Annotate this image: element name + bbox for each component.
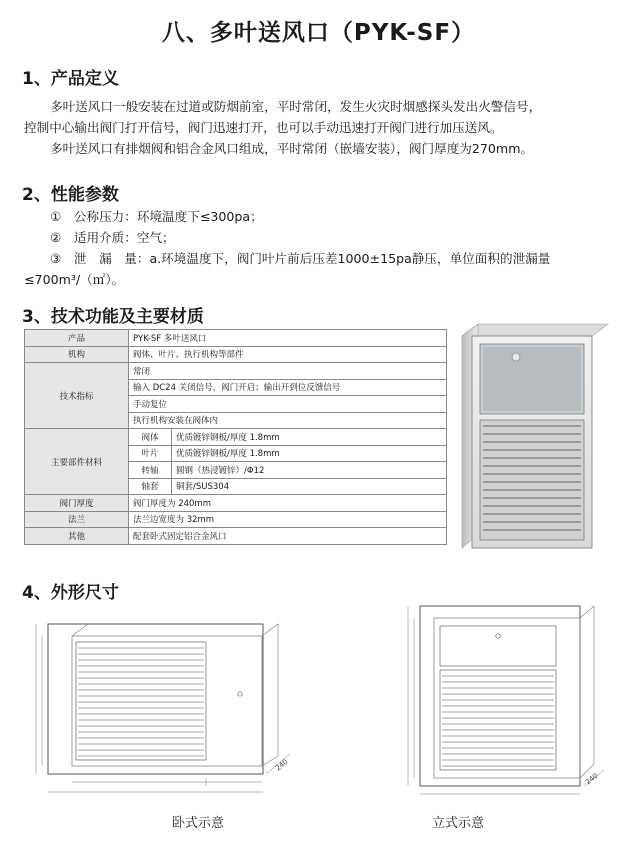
param-leakage-line-2: ≤700m³/（㎡）。 (24, 272, 125, 287)
table-subkey: 转轴 (129, 462, 172, 479)
product-photo (456, 322, 616, 557)
table-value: 配套卧式固定铝合金风口 (129, 528, 447, 545)
table-subkey: 阀体 (129, 429, 172, 446)
table-row (25, 528, 447, 545)
left-depth-dimension: 240 (274, 757, 290, 773)
table-value: 优质镀锌钢板/厚度 1.8mm (172, 445, 447, 462)
table-value: 优质镀锌钢板/厚度 1.8mm (172, 429, 447, 446)
table-key: 法兰 (25, 511, 129, 528)
table-key: 技术指标 (25, 363, 129, 429)
horizontal-type-caption: 卧式示意 (172, 816, 225, 831)
table-key: 主要部件材料 (25, 429, 129, 495)
right-depth-dimension: 240 (584, 771, 600, 787)
table-subkey: 轴套 (129, 478, 172, 495)
section-1-heading: 1、产品定义 (22, 69, 119, 89)
table-value: 铜套/SUS304 (172, 478, 447, 495)
table-row (25, 429, 447, 446)
table-value: PYK-SF 多叶送风口 (129, 330, 447, 347)
definition-line-1: 多叶送风口一般安装在过道或防烟前室，平时常闭，发生火灾时烟感探头发出火警信号， (50, 99, 542, 114)
table-row (25, 346, 447, 363)
table-row (25, 330, 447, 347)
table-subkey: 叶片 (129, 445, 172, 462)
section-1-body (24, 96, 624, 159)
definition-line-2: 控制中心输出阀门打开信号，阀门迅速打开，也可以手动迅速打开阀门进行加压送风。 (24, 120, 503, 135)
param-leakage-line-1: ③ 泄 漏 量：a.环境温度下，阀门叶片前后压差1000±15pa静压，单位面积的泄漏量 (50, 251, 551, 266)
table-value: 执行机构安装在阀体内 (129, 412, 447, 429)
section-3-heading: 3、技术功能及主要材质 (22, 307, 204, 327)
table-value: 手动复位 (129, 396, 447, 413)
param-medium: ② 适用介质：空气； (50, 230, 175, 245)
table-key: 其他 (25, 528, 129, 545)
table-key: 阀门厚度 (25, 495, 129, 512)
section-2-heading: 2、性能参数 (22, 185, 119, 205)
vertical-type-caption: 立式示意 (432, 816, 485, 831)
table-value: 输入 DC24 关闭信号，阀门开启；输出开到位反馈信号 (129, 379, 447, 396)
param-pressure: ① 公称压力：环境温度下≤300pa； (50, 209, 263, 224)
horizontal-type-drawing (28, 606, 318, 806)
table-row (25, 363, 447, 380)
table-key: 机构 (25, 346, 129, 363)
table-value: 阀门厚度为 240mm (129, 495, 447, 512)
table-row (25, 511, 447, 528)
table-value: 法兰边宽度为 32mm (129, 511, 447, 528)
section-4-heading: 4、外形尺寸 (22, 583, 119, 603)
section-2-body (24, 206, 624, 290)
vertical-type-drawing (400, 596, 610, 806)
table-value: 圆钢（热浸镀锌）/Φ12 (172, 462, 447, 479)
table-value: 常闭 (129, 363, 447, 380)
definition-line-3: 多叶送风口有排烟阀和铝合金风口组成，平时常闭（嵌墙安装），阀门厚度为270mm。 (50, 141, 534, 156)
table-row (25, 495, 447, 512)
table-value: 阀体、叶片、执行机构等部件 (129, 346, 447, 363)
spec-table (24, 329, 447, 545)
table-key: 产品 (25, 330, 129, 347)
page-title: 八、多叶送风口（PYK-SF） (161, 20, 476, 46)
